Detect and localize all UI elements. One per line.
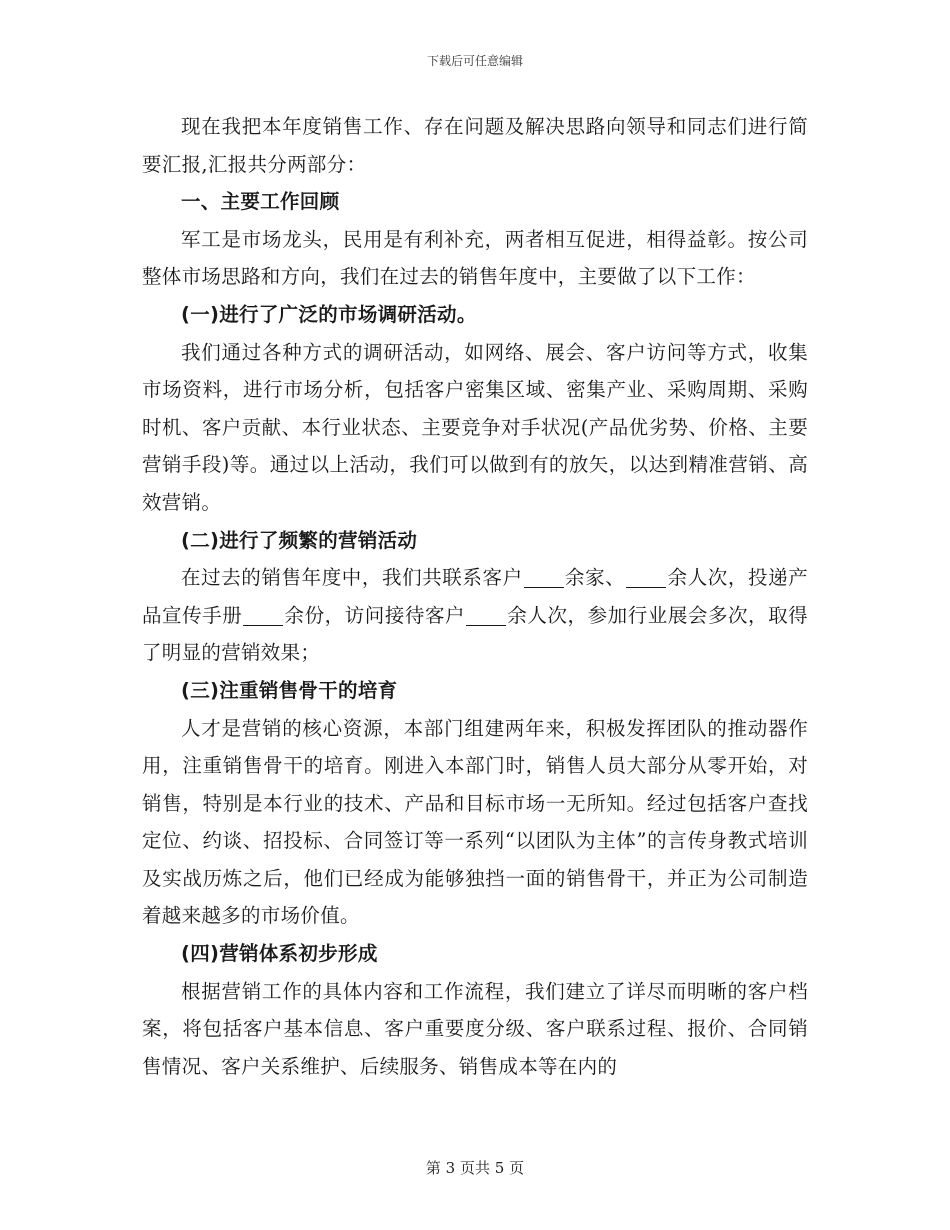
fill-in-blank [243,603,283,625]
paragraph-overview: 军工是市场龙头，民用是有利补充，两者相互促进，相得益彰。按公司整体市场思路和方向，我们在过去的销售年度中，主要做了以下工作： [142,227,808,289]
intro-paragraph: 现在我把本年度销售工作、存在问题及解决思路向领导和同志们进行简要汇报,汇报共分两部分： [142,115,808,176]
paragraph-marketing-activities [142,559,808,672]
section-heading-main-review: 一、主要工作回顾 [181,190,340,214]
page-footer: 第 3 页共 5 页 [425,1159,525,1177]
paragraph-market-research: 我们通过各种方式的调研活动，如网络、展会、客户访问等方式，收集市场资料，进行市场分析，包括客户密集区域、密集产业、采购周期、采购时机、客户贡献、本行业状态、主要竞争对手状况(产品优劣势、价格、主要营销手段)等。通过以上活动，我们可以做到有的放矢，以达到精准营销、高效营销。 [142,340,808,514]
document-body [142,108,808,1085]
text-segment: 余份，访问接待客户 [284,603,466,627]
paragraph-marketing-system: 根据营销工作的具体内容和工作流程，我们建立了详尽而明晰的客户档案，将包括客户基本信息、客户重要度分级、客户联系过程、报价、合同销售情况、客户关系维护、后续服务、销售成本等在内的 [142,979,808,1078]
fill-in-blank [524,566,564,588]
text-segment: 余人次，投递产品宣传手册 [142,566,808,627]
subheading-market-research: (一)进行了广泛的市场调研活动。 [181,302,477,326]
text-segment: 在过去的销售年度中，我们共联系客户 [181,566,523,590]
subheading-sales-talent: (三)注重销售骨干的培育 [181,678,398,702]
text-segment: 余人次，参加行业展会多次，取得了明显的营销效果； [142,603,808,665]
fill-in-blank [466,603,506,625]
page-header: 下载后可任意编辑 [426,54,523,68]
fill-in-blank [626,566,666,588]
subheading-marketing-system: (四)营销体系初步形成 [181,942,378,966]
paragraph-sales-talent: 人才是营销的核心资源，本部门组建两年来，积极发挥团队的推动器作用，注重销售骨干的培育。刚进入本部门时，销售人员大部分从零开始，对销售，特别是本行业的技术、产品和目标市场一无所知。经过包括客户查找定位、约谈、招投标、合同签订等一系列“以团队为主体”的言传身教式培训及实战历炼之后，他们已经成为能够独挡一面的销售骨干，并正为公司制造着越来越多的市场价值。 [142,716,808,928]
subheading-marketing-activities: (二)进行了频繁的营销活动 [181,528,418,552]
text-segment: 余家、 [564,566,626,590]
